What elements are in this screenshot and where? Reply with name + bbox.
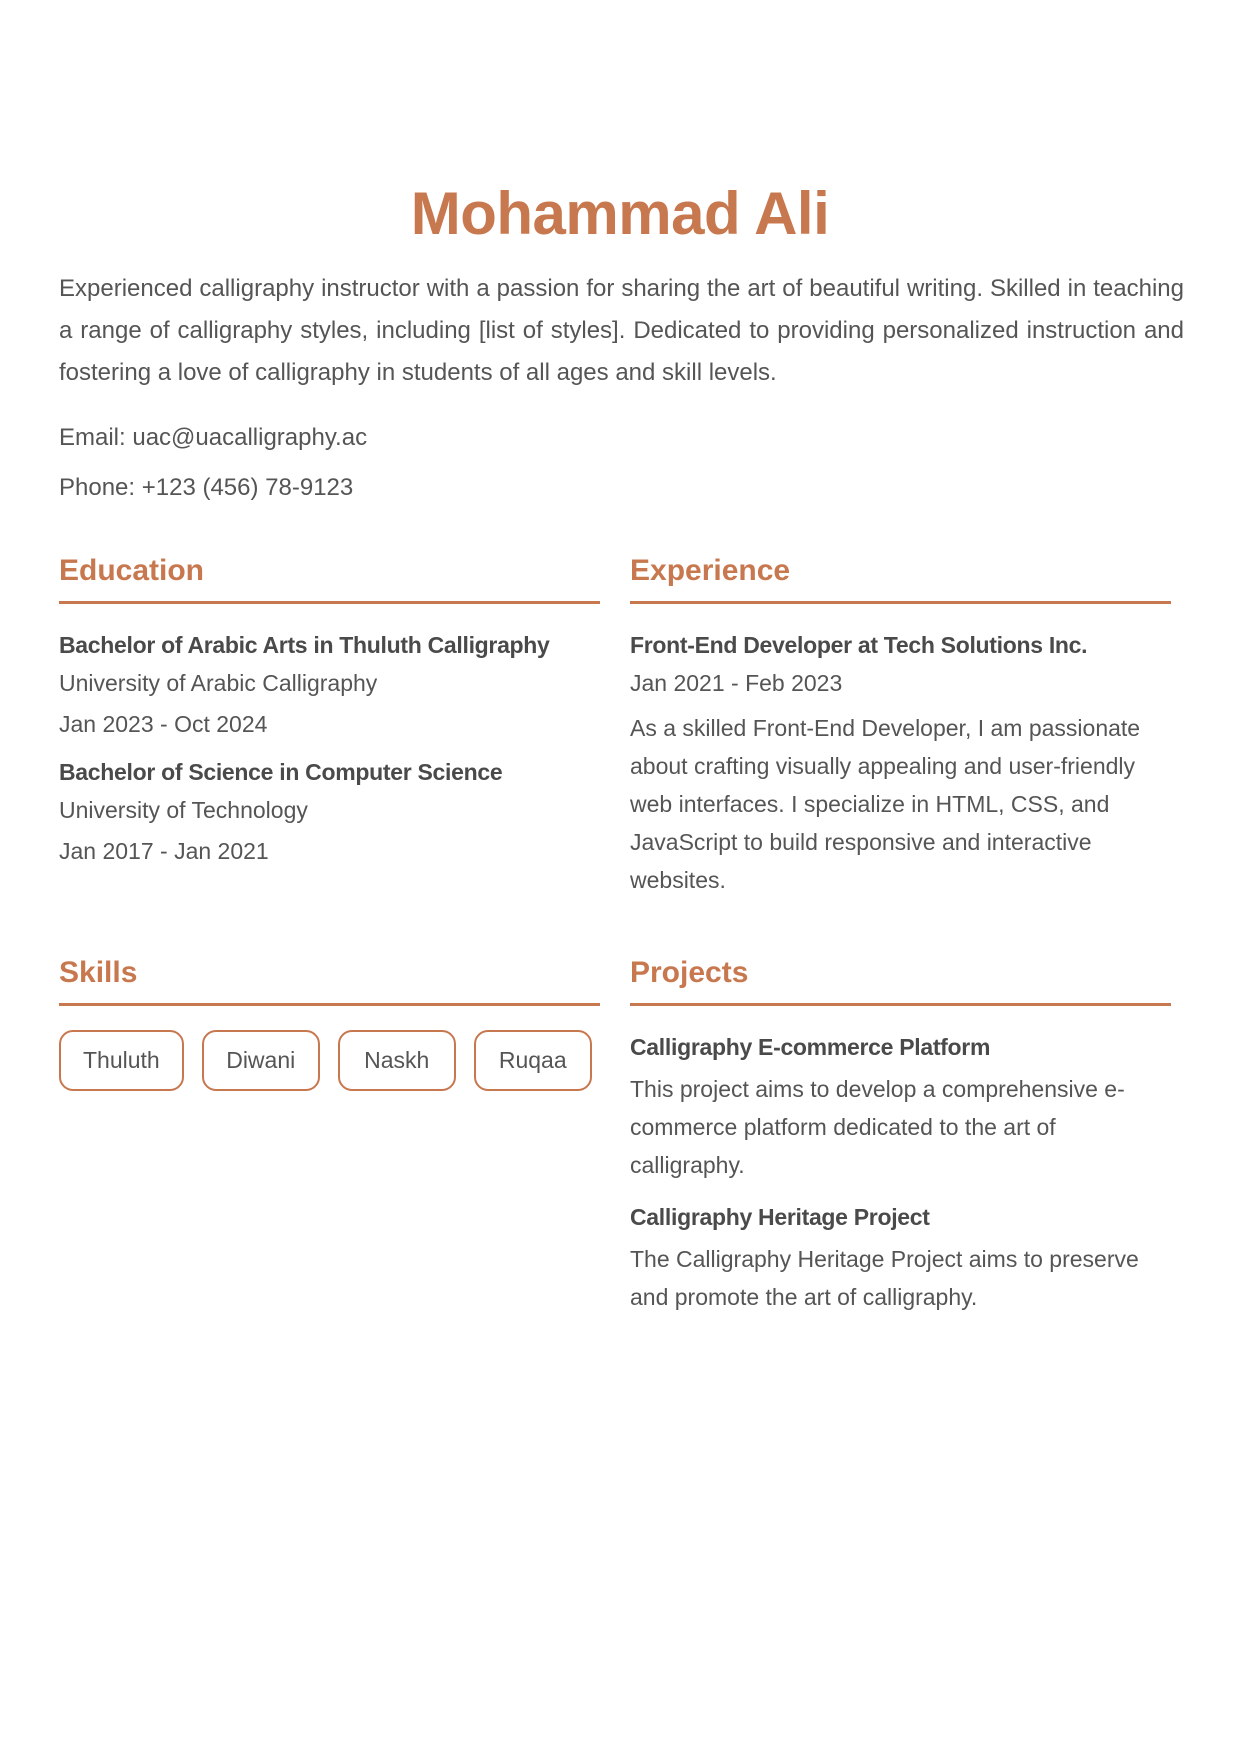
education-title: Education [59,551,600,604]
skill-tag: Thuluth [59,1030,184,1091]
education-degree: Bachelor of Science in Computer Science [59,759,503,785]
experience-entry [630,630,1171,899]
skills-section [59,953,600,1091]
skills-list [59,1030,600,1091]
contact-email[interactable]: Email: uac@uacalligraphy.ac [59,424,368,451]
project-name: Calligraphy E-commerce Platform [630,1034,991,1060]
education-section [59,551,600,877]
summary-text: Experienced calligraphy instructor with a passion for sharing the art of beautiful writing. Skilled in teaching a range of calligraphy styles, including [list of styles]. Dedicated to providing personalized instruction and fostering a love of calligraphy in students of all ages and skill levels. [59,275,1184,386]
experience-role: Front-End Developer at Tech Solutions Inc. [630,632,1088,658]
education-entry [59,757,600,866]
skills-title: Skills [59,953,600,1006]
education-school: University of Arabic Calligraphy [59,670,378,696]
education-degree: Bachelor of Arabic Arts in Thuluth Calligraphy [59,632,550,658]
experience-description: As a skilled Front-End Developer, I am passionate about crafting visually appealing and user-friendly web interfaces. I specialize in HTML, CSS, and JavaScript to build responsive and interactive websites. [630,715,1141,893]
project-name: Calligraphy Heritage Project [630,1204,930,1230]
education-dates: Jan 2023 - Oct 2024 [59,711,268,737]
projects-title: Projects [630,953,1171,1006]
experience-section [630,551,1171,899]
projects-section [630,953,1171,1316]
skill-tag: Ruqaa [474,1030,592,1091]
experience-title: Experience [630,551,1171,604]
experience-dates: Jan 2021 - Feb 2023 [630,670,843,696]
education-entry [59,630,600,739]
project-description: This project aims to develop a comprehensive e-commerce platform dedicated to the art of calligraphy. [630,1076,1125,1178]
project-entry [630,1202,1171,1316]
education-dates: Jan 2017 - Jan 2021 [59,838,269,864]
skill-tag: Diwani [202,1030,320,1091]
project-entry [630,1032,1171,1184]
skill-tag: Naskh [338,1030,456,1091]
resume-name: Mohammad Ali [410,180,830,247]
contact-phone[interactable]: Phone: +123 (456) 78-9123 [59,474,354,501]
education-school: University of Technology [59,797,308,823]
project-description: The Calligraphy Heritage Project aims to preserve and promote the art of calligraphy. [630,1246,1139,1310]
